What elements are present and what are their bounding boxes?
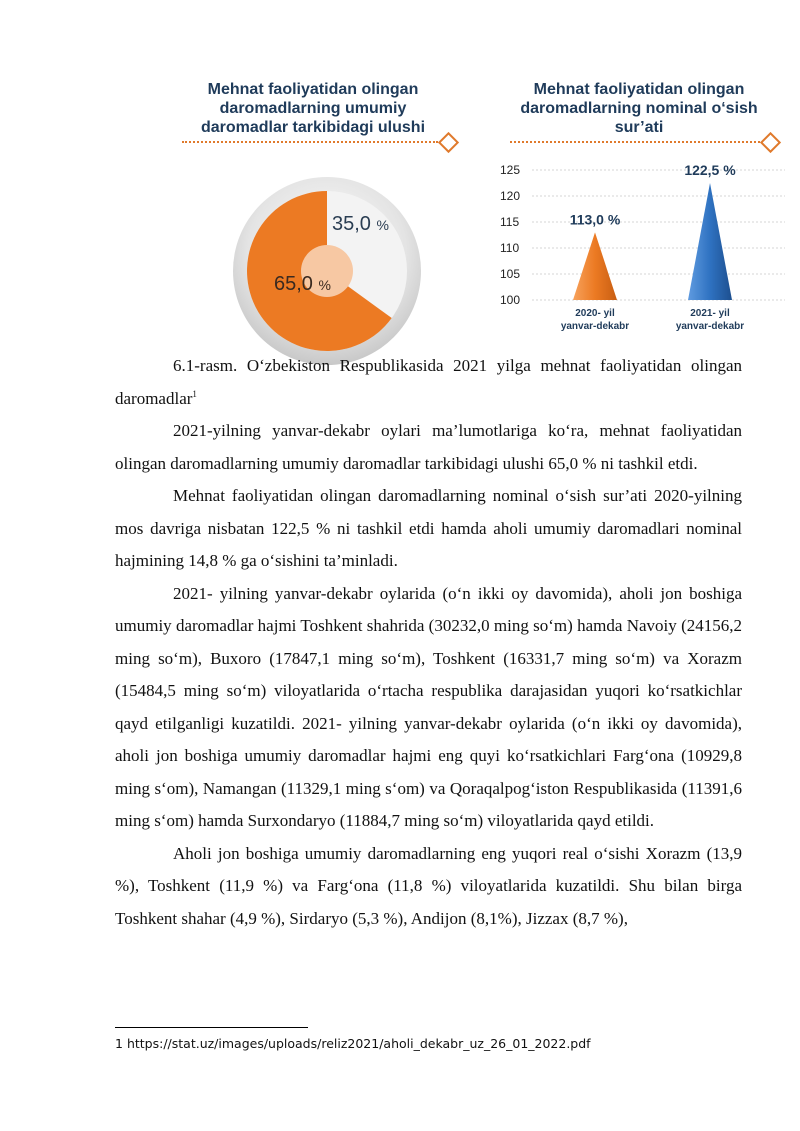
- bar-chart: [490, 155, 790, 340]
- bar-cone: [688, 183, 732, 300]
- bar-cone: [573, 232, 617, 300]
- left-chart-title-line-3: daromadlar tarkibidagi ulushi: [200, 119, 426, 136]
- pie-value-65: 65,0: [274, 273, 313, 295]
- right-chart-title-line-2: daromadlarning nominal o‘sish: [520, 100, 758, 117]
- x-category-label: yanvar-dekabr: [675, 321, 745, 332]
- left-chart-title: [182, 80, 444, 137]
- left-title-dotted-line: [182, 141, 438, 143]
- pie-unit-35: %: [376, 217, 389, 233]
- pie-label-35: [332, 213, 389, 236]
- pie-label-65: [274, 273, 331, 296]
- body-text: [115, 415, 742, 935]
- figure: [0, 0, 800, 345]
- right-chart-title: [508, 80, 770, 137]
- caption-text: 6.1-rasm. O‘zbekiston Respublikasida 2021 yilga mehnat faoliyatidan olingan daromadlar: [115, 356, 742, 408]
- x-category-label: yanvar-dekabr: [560, 321, 630, 332]
- y-tick-label: 115: [500, 215, 520, 229]
- y-tick-label: 105: [500, 267, 521, 281]
- x-category-label: 2020- yil: [575, 308, 615, 319]
- footnote-rule: [115, 1027, 308, 1028]
- right-title-dotted-line: [510, 141, 760, 143]
- paragraph-3: 2021- yilning yanvar-dekabr oylarida (o‘n ikki oy davomida), aholi jon boshiga umumiy daromadlar hajmi Toshkent shahrida (30232,0 ming so‘m) hamda Navoiy (24156,2 ming so‘m), Buxoro (17847,1 ming so‘m), Toshkent (16331,7 ming so‘m) va Xorazm (15484,5 ming so‘m) viloyatlarida o‘rtacha respublika darajasidan yuqori ko‘rsatkichlar qayd etilganligi kuzatildi. 2021- yilning yanvar-dekabr oylarida (o‘n ikki oy davomida), aholi jon boshiga umumiy daromadlar hajmi eng quyi ko‘rsatkichlari Farg‘ona (10929,8 ming s‘om), Namangan (11329,1 ming s‘om) va Qoraqalpog‘iston Respublikasida (11391,6 ming s‘om) hamda Surxondaryo (11884,7 ming so‘m) viloyatlarida qayd etildi.: [115, 583, 742, 830]
- x-category-label: 2021- yil: [690, 308, 730, 319]
- paragraph-2: Mehnat faoliyatidan olingan daromadlarning nominal o‘sish sur’ati 2020-yilning mos davriga nisbatan 122,5 % ni tashkil etdi hamda aholi umumiy daromadlari nominal hajmining 14,8 % ga o‘sishini ta’minladi.: [115, 486, 742, 570]
- y-tick-label: 110: [500, 241, 520, 255]
- footnote-url: https://stat.uz/images/uploads/reliz2021/aholi_dekabr_uz_26_01_2022.pdf: [126, 1036, 591, 1051]
- paragraph-4: Aholi jon boshiga umumiy daromadlarning eng yuqori real o‘sishi Xorazm (13,9 %), Toshkent (11,9 %) va Farg‘ona (11,8 %) viloyatlarida kuzatildi. Shu bilan birga Toshkent shahar (4,9 %), Sirdaryo (5,3 %), Andijon (8,1%), Jizzax (8,7 %),: [115, 843, 742, 928]
- right-chart-title-line-1: Mehnat faoliyatidan olingan: [533, 81, 745, 98]
- footnote: [115, 1036, 591, 1051]
- pie-value-35: 35,0: [332, 213, 371, 235]
- footnote-mark: 1: [115, 1036, 123, 1051]
- paragraph-1: 2021-yilning yanvar-dekabr oylari ma’lumotlariga ko‘ra, mehnat faoliyatidan olingan daromadlarning umumiy daromadlar tarkibidagi ulushi 65,0 % ni tashkil etdi.: [115, 421, 742, 473]
- y-tick-label: 100: [500, 293, 521, 307]
- bar-value-label: 113,0 %: [569, 211, 621, 228]
- bar-value-label: 122,5 %: [684, 162, 736, 178]
- pie-unit-65: %: [318, 277, 331, 293]
- donut-chart: [227, 171, 427, 371]
- figure-caption: [115, 350, 742, 415]
- left-chart-title-line-2: daromadlarning umumiy: [219, 100, 407, 117]
- y-tick-label: 120: [500, 189, 521, 203]
- left-chart-title-line-1: Mehnat faoliyatidan olingan: [207, 81, 419, 98]
- caption-footnote-mark: 1: [192, 388, 197, 399]
- y-tick-label: 125: [500, 163, 521, 177]
- right-chart-title-line-3: sur’ati: [614, 119, 664, 136]
